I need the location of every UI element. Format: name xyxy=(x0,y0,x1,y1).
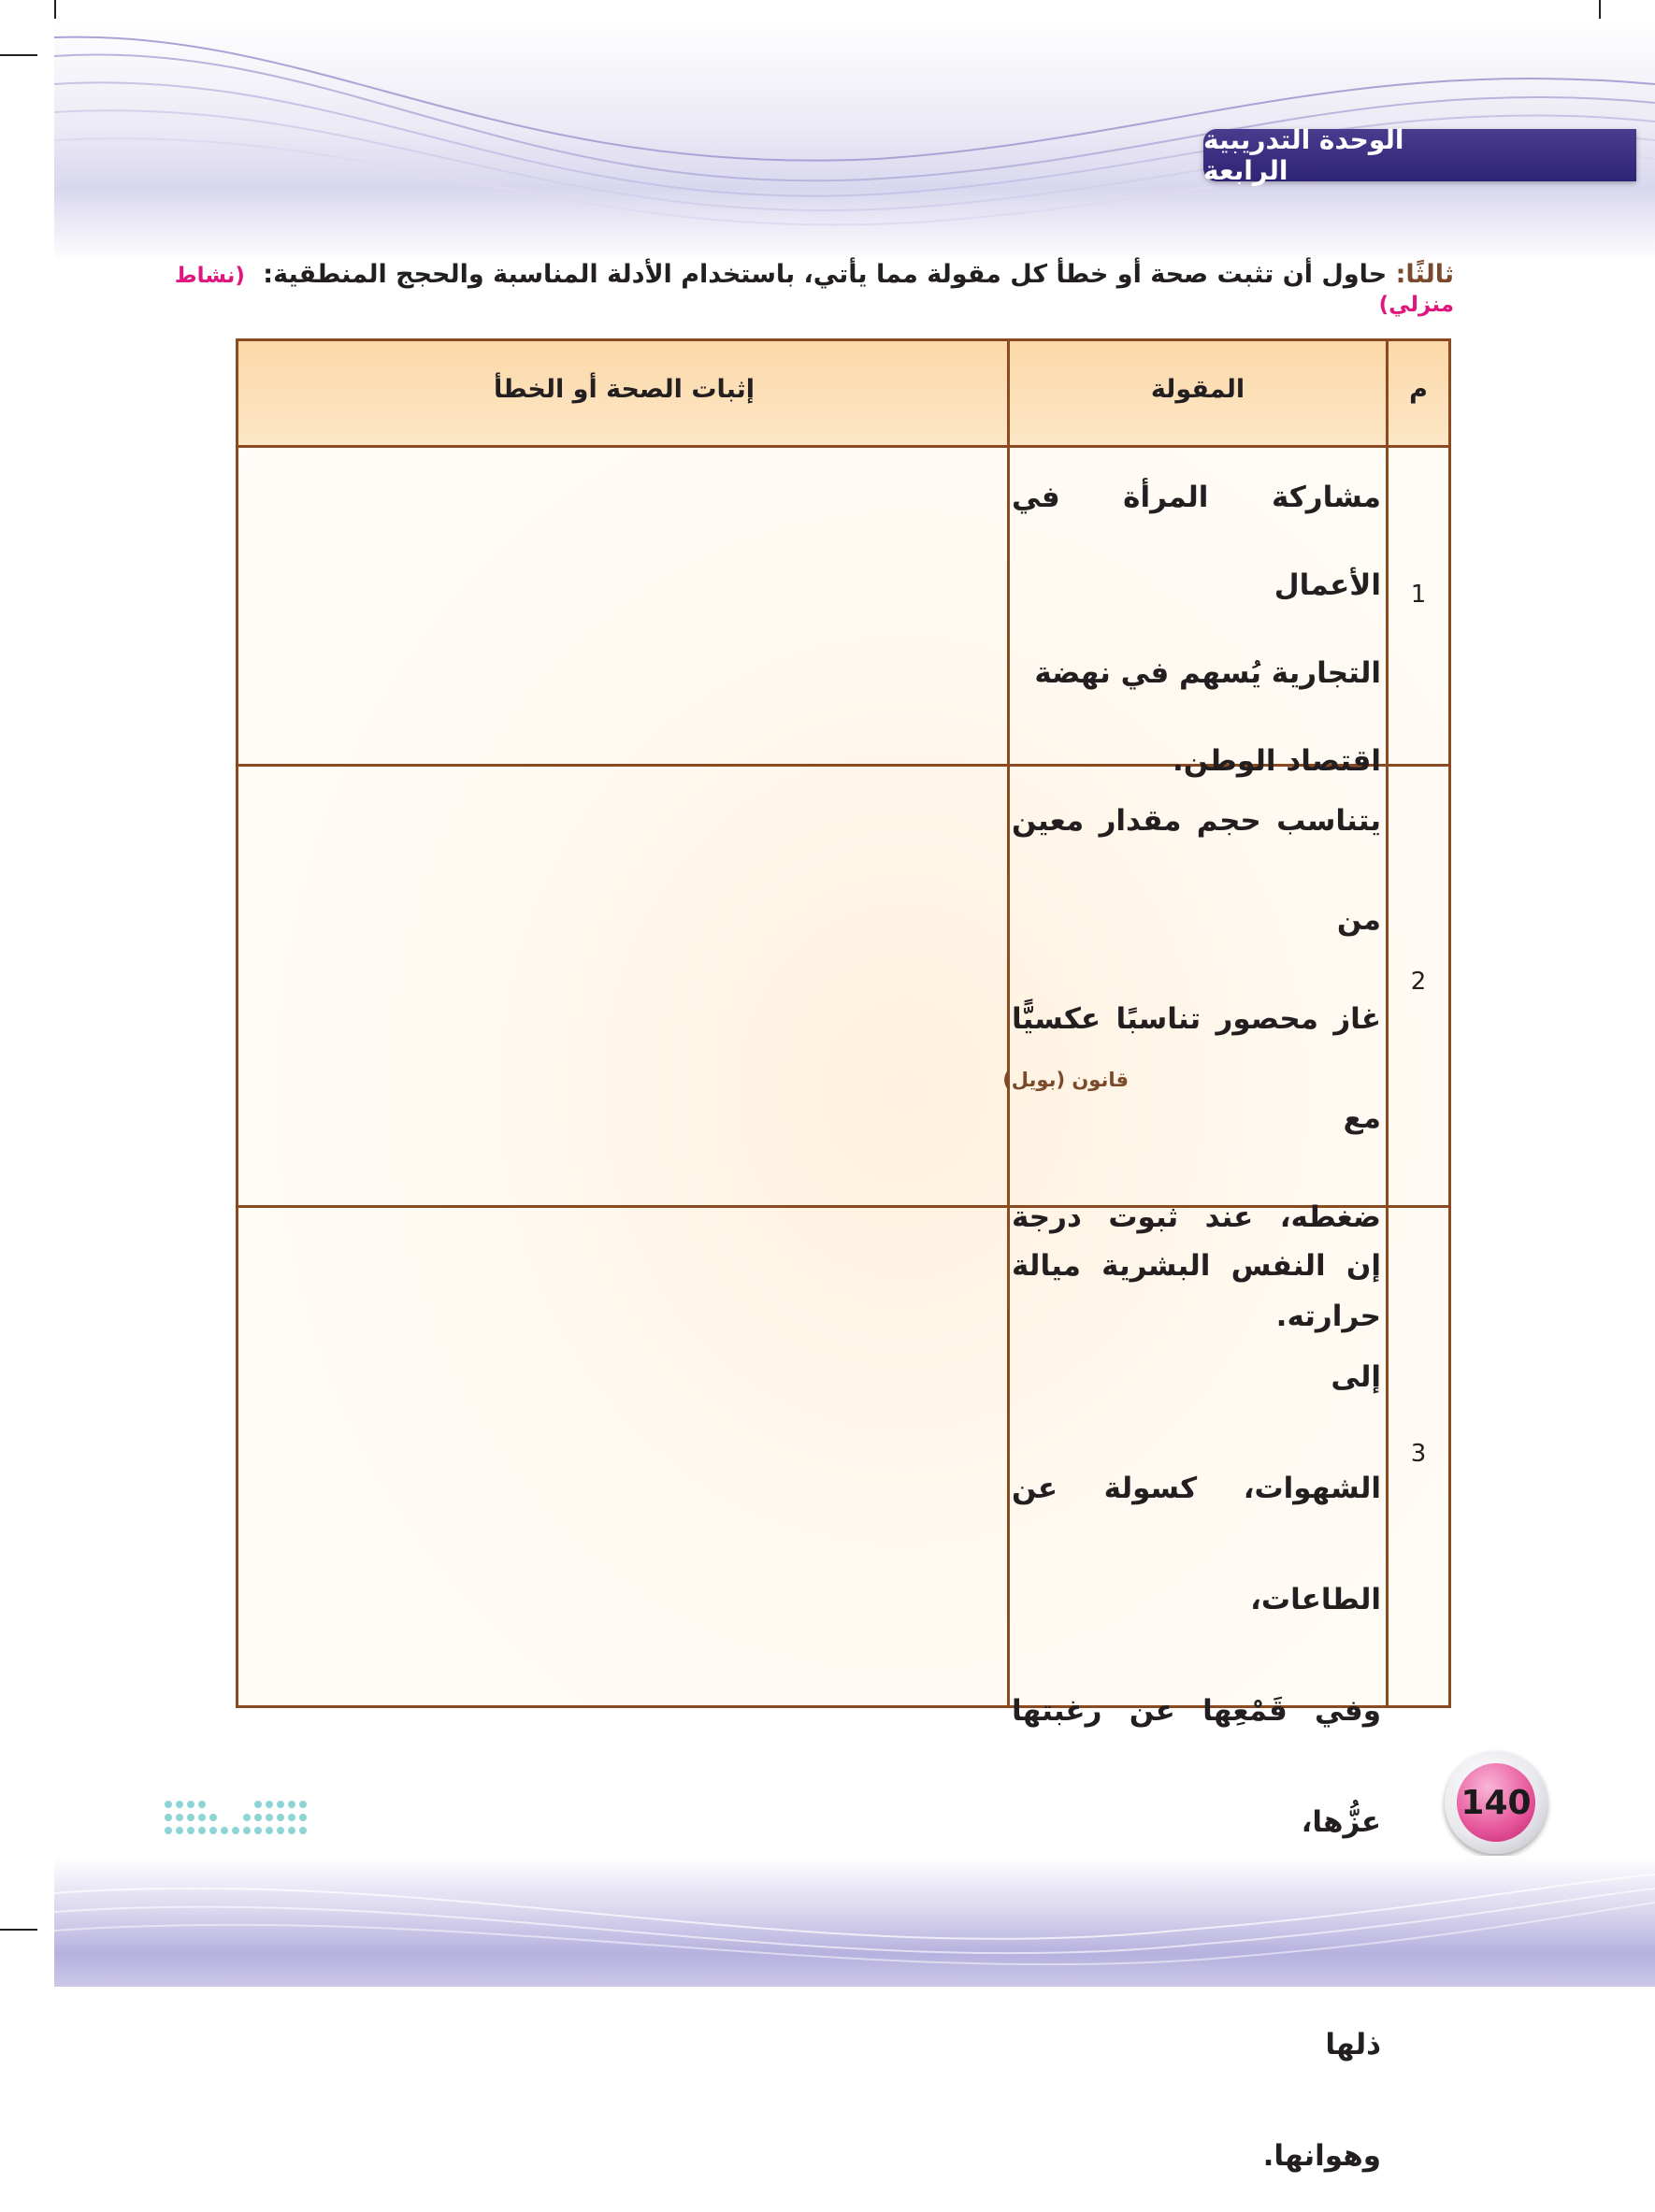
column-divider xyxy=(1386,341,1389,1705)
header-number: م xyxy=(1409,375,1428,404)
column-divider xyxy=(1007,341,1010,1705)
row-number: 3 xyxy=(1410,1440,1427,1468)
statement-text: يتناسب حجم مقدار معين من غاز محصور تناسبًا عكسيًّا مع ضغطه، عند ثبوت درجة حرارته. xyxy=(1012,804,1381,1333)
header-proof: إثبات الصحة أو الخطأ xyxy=(493,375,756,404)
statements-table xyxy=(236,338,1451,2173)
page-number-badge xyxy=(1445,1751,1547,1854)
instruction-line xyxy=(173,260,1454,318)
unit-title: الوحدة التدريبية الرابعة xyxy=(1203,124,1404,186)
header-statement: المقولة xyxy=(1150,375,1245,404)
instruction-text: حاول أن تثبت صحة أو خطأ كل مقولة مما يأتي، باستخدام الأدلة المناسبة والحجج المنطقية: xyxy=(263,260,1388,289)
instruction-lead: ثالثًا: xyxy=(1395,260,1454,289)
row-number: 2 xyxy=(1410,968,1427,996)
row-number: 1 xyxy=(1410,581,1427,609)
proof-answer-area[interactable] xyxy=(238,767,1007,1205)
proof-answer-area[interactable] xyxy=(238,1208,1007,1705)
home-activity-tag: (نشاط منزلي) xyxy=(174,264,1454,317)
crop-mark xyxy=(0,1929,37,1931)
crop-mark xyxy=(0,54,37,56)
bottom-wave-decoration xyxy=(54,1856,1655,1987)
proof-answer-area[interactable] xyxy=(238,448,1007,764)
statement-text: مشاركة المرأة في الأعمال التجارية يُسهم في نهضة اقتصاد الوطن. xyxy=(1012,481,1381,778)
page-number: 140 xyxy=(1461,1783,1532,1822)
unit-title-banner xyxy=(1203,124,1636,186)
law-note: قانون (بويل) xyxy=(1002,1069,1129,1091)
statement-text: إن النفس البشرية ميالة إلى الشهوات، كسولة عن الطاعات، وفي قَمْعِها عن رغبتها عزُّها، ذلها وهوانها. xyxy=(1012,1249,1381,2173)
